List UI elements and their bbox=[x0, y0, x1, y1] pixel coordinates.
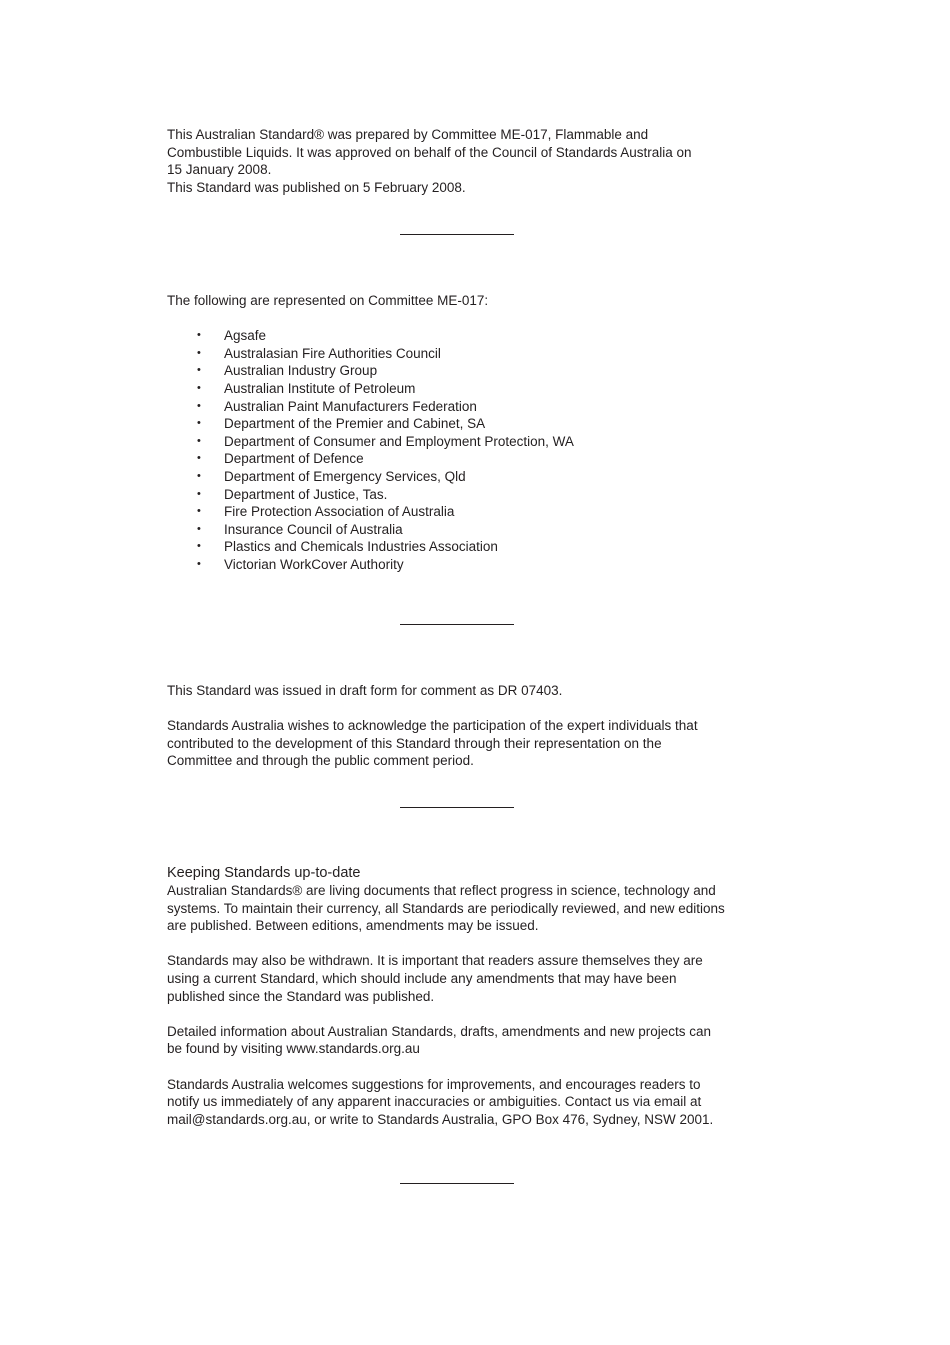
committee-member-item bbox=[167, 380, 767, 398]
withdrawal-paragraph-line: published since the Standard was published. bbox=[167, 988, 435, 1004]
website-link[interactable]: www.standards.org.au bbox=[286, 1041, 420, 1057]
info-paragraph-line bbox=[167, 1040, 787, 1058]
committee-member-name: Plastics and Chemicals Industries Association bbox=[224, 539, 498, 555]
committee-member-item bbox=[167, 433, 767, 451]
bullet-icon: • bbox=[197, 399, 201, 412]
info-paragraph-line: Detailed information about Australian Standards, drafts, amendments and new projects can bbox=[167, 1023, 712, 1039]
committee-member-item bbox=[167, 486, 767, 504]
committee-member-name: Agsafe bbox=[224, 328, 267, 344]
publication-date-line: This Standard was published on 5 February 2008. bbox=[167, 179, 466, 195]
committee-member-item bbox=[167, 538, 767, 556]
committee-member-item bbox=[167, 556, 767, 574]
email-link[interactable]: mail@standards.org.au bbox=[167, 1111, 307, 1127]
committee-member-item bbox=[167, 327, 767, 345]
committee-member-name: Australian Institute of Petroleum bbox=[224, 380, 416, 396]
bullet-icon: • bbox=[197, 557, 201, 570]
committee-intro: The following are represented on Committee ME-017: bbox=[167, 293, 489, 308]
bullet-icon: • bbox=[197, 452, 201, 465]
section-divider bbox=[400, 807, 514, 808]
committee-member-name: Department of Justice, Tas. bbox=[224, 486, 388, 502]
preparation-line: This Australian Standard® was prepared by Committee ME-017, Flammable and bbox=[167, 127, 649, 142]
committee-member-name: Department of Defence bbox=[224, 451, 364, 467]
preparation-section bbox=[167, 126, 767, 196]
committee-member-item bbox=[167, 503, 767, 521]
section-divider bbox=[400, 624, 514, 625]
committee-member-item bbox=[167, 468, 767, 486]
committee-member-name: Department of Consumer and Employment Protection, WA bbox=[224, 433, 574, 449]
committee-member-item bbox=[167, 398, 767, 416]
uptodate-paragraph-line: systems. To maintain their currency, all Standards are periodically reviewed, and new editions bbox=[167, 900, 725, 916]
bullet-icon: • bbox=[197, 346, 201, 359]
preparation-line: 15 January 2008. bbox=[167, 162, 272, 178]
committee-member-name: Fire Protection Association of Australia bbox=[224, 504, 455, 520]
bullet-icon: • bbox=[197, 381, 201, 394]
bullet-icon: • bbox=[197, 434, 201, 447]
committee-member-name: Australian Paint Manufacturers Federation bbox=[224, 398, 477, 414]
bullet-icon: • bbox=[197, 505, 201, 518]
bullet-icon: • bbox=[197, 469, 201, 482]
committee-member-item bbox=[167, 362, 767, 380]
uptodate-paragraph-line: are published. Between editions, amendments may be issued. bbox=[167, 918, 539, 934]
committee-member-name: Insurance Council of Australia bbox=[224, 521, 403, 537]
bullet-icon: • bbox=[197, 487, 201, 500]
committee-member-item bbox=[167, 415, 767, 433]
bullet-icon: • bbox=[197, 329, 201, 342]
uptodate-paragraph-line: Australian Standards® are living documents that reflect progress in science, technology and bbox=[167, 883, 716, 898]
acknowledgement-line: contributed to the development of this Standard through their representation on the bbox=[167, 735, 662, 751]
acknowledgement-line: Standards Australia wishes to acknowledge the participation of the expert individuals that bbox=[167, 718, 698, 734]
bullet-icon: • bbox=[197, 540, 201, 553]
uptodate-section bbox=[167, 864, 787, 1128]
preparation-line: Combustible Liquids. It was approved on behalf of the Council of Standards Australia on bbox=[167, 144, 692, 160]
committee-member-name: Department of Emergency Services, Qld bbox=[224, 468, 466, 484]
draft-issued-text: This Standard was issued in draft form for comment as DR 07403. bbox=[167, 683, 563, 698]
draft-section bbox=[167, 682, 767, 770]
withdrawal-paragraph-line: Standards may also be withdrawn. It is important that readers assure themselves they are bbox=[167, 953, 703, 969]
section-divider bbox=[400, 1183, 514, 1184]
bullet-icon: • bbox=[197, 417, 201, 430]
committee-member-item bbox=[167, 450, 767, 468]
committee-member-name: Victorian WorkCover Authority bbox=[224, 556, 404, 572]
committee-member-name: Department of the Premier and Cabinet, SA bbox=[224, 416, 486, 432]
committee-section bbox=[167, 292, 767, 574]
committee-member-name: Australian Industry Group bbox=[224, 363, 378, 379]
committee-member-item bbox=[167, 521, 767, 539]
bullet-icon: • bbox=[197, 364, 201, 377]
acknowledgement-line: Committee and through the public comment period. bbox=[167, 753, 474, 769]
bullet-icon: • bbox=[197, 522, 201, 535]
feedback-paragraph-line bbox=[167, 1111, 787, 1129]
feedback-paragraph-line: Standards Australia welcomes suggestions for improvements, and encourages readers to bbox=[167, 1076, 701, 1092]
section-divider bbox=[400, 234, 514, 235]
info-text: be found by visiting bbox=[167, 1041, 287, 1057]
committee-members-list bbox=[167, 327, 767, 573]
section-heading: Keeping Standards up-to-date bbox=[167, 865, 361, 881]
address-text: , or write to Standards Australia, GPO Box 476, Sydney, NSW 2001. bbox=[306, 1111, 714, 1127]
committee-member-name: Australasian Fire Authorities Council bbox=[224, 345, 441, 361]
committee-member-item bbox=[167, 345, 767, 363]
withdrawal-paragraph-line: using a current Standard, which should include any amendments that may have been bbox=[167, 970, 677, 986]
feedback-paragraph-line: notify us immediately of any apparent inaccuracies or ambiguities. Contact us via email at bbox=[167, 1094, 702, 1110]
